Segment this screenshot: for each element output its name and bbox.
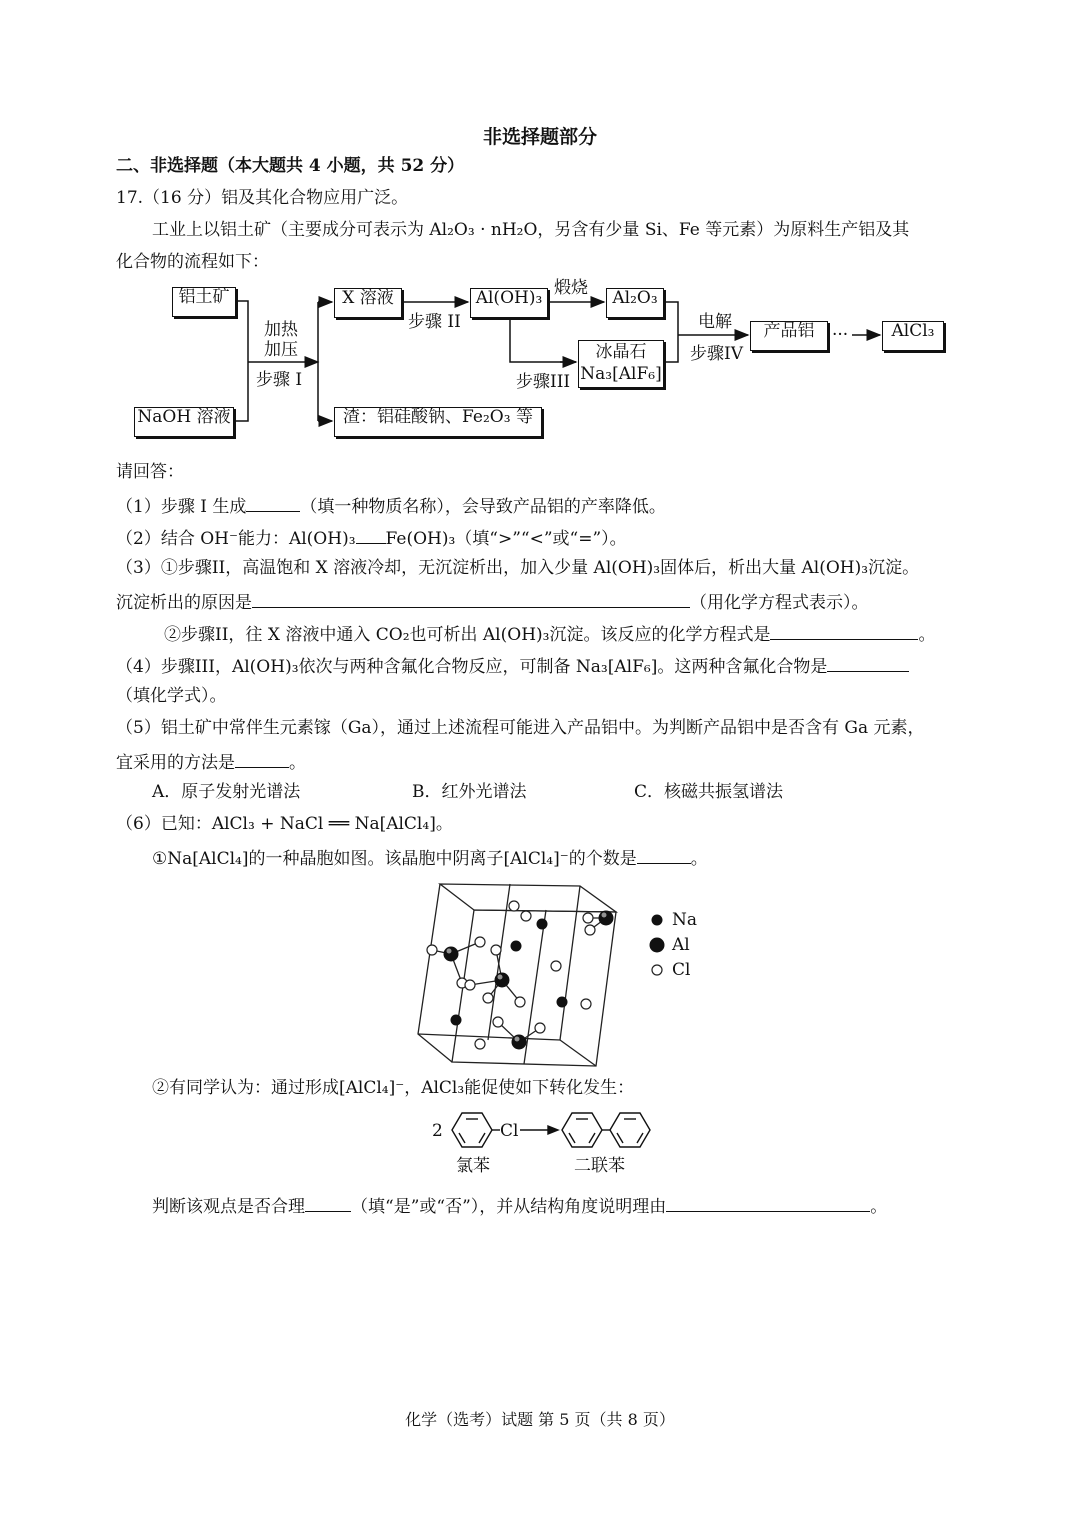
question-17-head: 17.（16 分）铝及其化合物应用广泛。 xyxy=(116,188,409,208)
box-aluminum-hydroxide: Al(OH)₃ xyxy=(470,288,548,318)
label-step2: 步骤 II xyxy=(408,312,461,332)
question-2-text-a: （2）结合 OH⁻能力：Al(OH)₃ xyxy=(116,529,356,549)
question-3-part-1: （3）①步骤II，高温饱和 X 溶液冷却，无沉淀析出，加入少量 Al(OH)₃固体后，析出大量 Al(OH)₃沉淀。 xyxy=(116,558,920,578)
question-6-part-1-text: ①Na[AlCl₄]的一种晶胞如图。该晶胞中阴离子[AlCl₄]⁻的个数是 xyxy=(152,849,637,869)
answer-blank-6b[interactable] xyxy=(305,1194,351,1212)
cryolite-name: 冰晶石 xyxy=(595,342,647,362)
label-electrolysis: 电解 xyxy=(698,312,732,332)
box-residue: 渣：铝硅酸钠、Fe₂O₃ 等 xyxy=(334,407,542,437)
question-6-part-1-end: 。 xyxy=(690,849,708,869)
question-6-given: （6）已知：AlCl₃ + NaCl ══ Na[AlCl₄]。 xyxy=(116,814,453,834)
question-5-prompt-end: 。 xyxy=(289,753,306,773)
question-5-prompt-text: 宜采用的方法是 xyxy=(116,753,235,773)
label-step4: 步骤IV xyxy=(690,344,743,364)
cryolite-formula: Na₃[AlF₆] xyxy=(580,364,662,384)
box-aluminum-chloride: AlCl₃ xyxy=(882,321,944,351)
question-4-text: （4）步骤III，Al(OH)₃依次与两种含氟化合物反应，可制备 Na₃[AlF₆]。这两种含氟化合物是 xyxy=(116,657,828,677)
question-6-part-3-end: 。 xyxy=(870,1197,888,1217)
answer-blank-6c[interactable] xyxy=(666,1194,870,1212)
box-naoh-solution: NaOH 溶液 xyxy=(134,407,234,437)
question-17-intro-1: 工业上以铝土矿（主要成分可表示为 Al₂O₃ · nH₂O，另含有少量 Si、Fe 等元素）为原料生产铝及其 xyxy=(152,220,910,240)
legend-al: Al xyxy=(672,935,690,955)
question-1-text-b: （填一种物质名称），会导致产品铝的产率降低。 xyxy=(300,497,666,517)
page-title: 非选择题部分 xyxy=(482,126,597,148)
label-ellipsis: ··· xyxy=(832,325,849,345)
question-3-reason-text: 沉淀析出的原因是 xyxy=(116,593,252,613)
box-bauxite: 铝土矿 xyxy=(172,287,236,317)
label-heat: 加热 xyxy=(264,320,298,340)
box-alumina: Al₂O₃ xyxy=(606,288,664,318)
question-6-part-3 xyxy=(152,1194,887,1217)
question-3-part-2-text: ②步骤II，往 X 溶液中通入 CO₂也可析出 Al(OH)₃沉淀。该反应的化学方程式是 xyxy=(164,625,771,645)
question-2-text-b: Fe(OH)₃（填“>”“<”或“=”）。 xyxy=(385,529,627,549)
option-c[interactable]: C．核磁共振氢谱法 xyxy=(634,782,784,802)
legend-na: Na xyxy=(672,910,698,930)
label-step1: 步骤 I xyxy=(256,370,303,390)
question-6-part-3-text: 判断该观点是否合理 xyxy=(152,1197,305,1217)
answer-prompt: 请回答： xyxy=(116,462,184,482)
reaction-chlorine-label: Cl xyxy=(500,1121,519,1141)
product-name: 二联苯 xyxy=(574,1156,625,1176)
label-step3: 步骤III xyxy=(516,372,571,392)
section-heading: 二、非选择题（本大题共 4 小题，共 52 分） xyxy=(116,156,465,176)
question-6-part-2: ②有同学认为：通过形成[AlCl₄]⁻，AlCl₃能促使如下转化发生： xyxy=(152,1078,635,1098)
option-b[interactable]: B．红外光谱法 xyxy=(412,782,527,802)
label-pressure: 加压 xyxy=(264,340,298,360)
question-3-part-2-end: 。 xyxy=(918,625,936,645)
reaction-coefficient: 2 xyxy=(432,1121,443,1141)
question-1-text-a: （1）步骤 I 生成 xyxy=(116,497,247,517)
box-x-solution: X 溶液 xyxy=(334,288,402,318)
question-17-intro-2: 化合物的流程如下： xyxy=(116,252,269,272)
question-5-text: （5）铝土矿中常伴生元素镓（Ga），通过上述流程可能进入产品铝中。为判断产品铝中是否含有 Ga 元素， xyxy=(116,718,925,738)
page-footer: 化学（选考）试题 第 5 页（共 8 页） xyxy=(405,1410,675,1429)
question-6-part-3-note: （填“是”或“否”），并从结构角度说明理由 xyxy=(351,1197,667,1217)
question-4-note: （填化学式）。 xyxy=(116,686,227,706)
label-calcine: 煅烧 xyxy=(554,278,588,298)
box-product-aluminum: 产品铝 xyxy=(750,321,828,351)
question-3-reason-note: （用化学方程式表示）。 xyxy=(690,593,869,613)
reactant-name: 氯苯 xyxy=(456,1156,490,1176)
option-a[interactable]: A．原子发射光谱法 xyxy=(152,782,301,802)
legend-cl: Cl xyxy=(672,960,691,980)
